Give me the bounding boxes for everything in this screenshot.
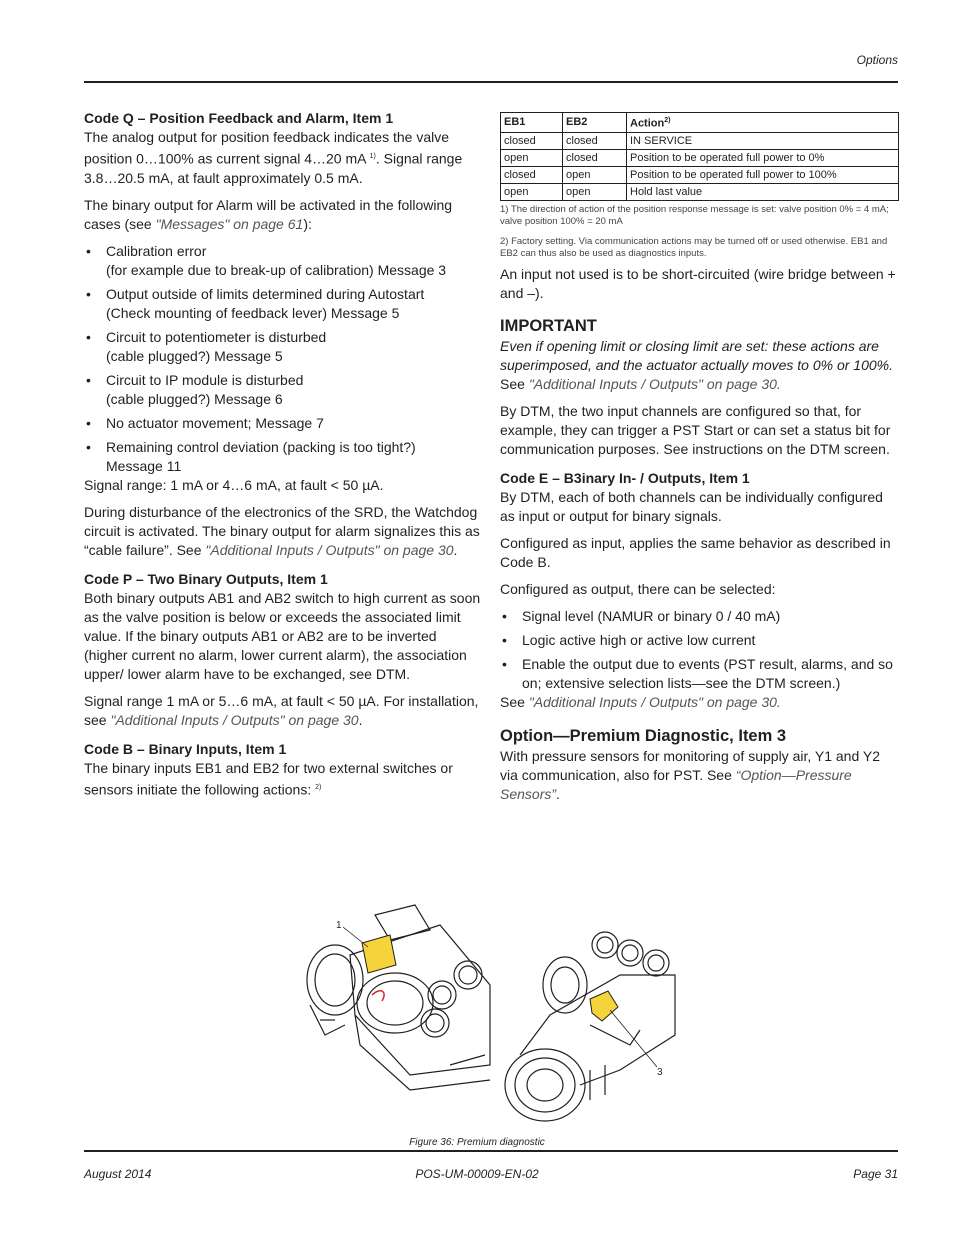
list-item: • Circuit to IP module is disturbed (cable plugged?) Message 6: [84, 371, 482, 409]
list-item: • Output outside of limits determined during Autostart (Check mounting of feedback lever) Message 5: [84, 285, 482, 323]
additional-io-link[interactable]: "Additional Inputs / Outputs" on page 30: [110, 711, 359, 728]
code-q-para2: The binary output for Alarm will be activated in the following cases (see "Messages" on page 61):: [84, 196, 453, 232]
leader-line-1: [343, 927, 368, 947]
alarm-cases-list: [84, 242, 482, 476]
pressure-sensors-link[interactable]: “Option—Pressure Sensors”: [500, 766, 852, 802]
code-p-heading: Code P – Two Binary Outputs, Item 1: [84, 570, 328, 587]
premium-diagnostic-para: With pressure sensors for monitoring of supply air, Y1 and Y2 via communication, also for PST. See “Option—Pressure Sensors”.: [500, 747, 881, 802]
right-column: [500, 112, 900, 812]
list-item: • Enable the output due to events (PST result, alarms, and so on; extensive selection lists—see the DTM screen.): [500, 655, 900, 693]
code-e-see: See "Additional Inputs / Outputs" on page 30.: [500, 693, 781, 710]
code-q-heading: Code Q – Position Feedback and Alarm, Item 1: [84, 110, 394, 126]
list-item: • No actuator movement; Message 7: [84, 414, 482, 433]
important-see: See "Additional Inputs / Outputs" on page 30.: [500, 375, 781, 392]
figure-caption: Figure 36: Premium diagnostic: [409, 1137, 545, 1148]
table-row: open open Hold last value: [501, 183, 899, 200]
column-header: EB1: [501, 113, 563, 133]
code-p-para1: Both binary outputs AB1 and AB2 switch to high current as soon as the valve position is below or exceeds the associated limit value. If the binary outputs AB1 or AB2 are to be inverted (higher current no alarm, lower current alarm), the association upper/ lower alarm have to be exchanged, see DTM.: [84, 589, 481, 682]
list-item: • Logic active high or active low current: [500, 631, 900, 650]
header-rule: [84, 81, 898, 83]
code-e-para3: Configured as output, there can be selected:: [500, 580, 776, 597]
unused-input-para: An input not used is to be short-circuited (wire bridge between + and –).: [500, 265, 896, 301]
column-header: Action$^{2)}$: [627, 113, 899, 133]
callout-3: 3: [657, 1067, 663, 1078]
binary-inputs-table: [500, 112, 899, 201]
important-text: Even if opening limit or closing limit are set: these actions are superimposed, and the actuator actually moves to 0% or 100%.: [500, 337, 893, 373]
code-p-para2: Signal range 1 mA or 5…6 mA, at fault < 50 µA. For installation, see "Additional Inputs / Outputs" on page 30.: [84, 692, 479, 728]
right-positioner: [505, 932, 675, 1121]
important-heading: IMPORTANT: [500, 316, 597, 335]
left-column: [84, 109, 482, 807]
messages-link[interactable]: "Messages" on page 61: [155, 215, 304, 232]
code-b-heading: Code B – Binary Inputs, Item 1: [84, 740, 287, 757]
code-q-para3: During disturbance of the electronics of the SRD, the Watchdog circuit is activated. The binary output for alarm signalizes this as “cable failure”. See "Additional Inputs / Outputs" on page 30.: [84, 503, 480, 558]
list-item: • Circuit to potentiometer is disturbed (cable plugged?) Message 5: [84, 328, 482, 366]
footer-date: August 2014: [84, 1167, 152, 1181]
figure-premium-diagnostic: [290, 895, 690, 1130]
table-header-row: [501, 113, 899, 133]
additional-io-link[interactable]: "Additional Inputs / Outputs" on page 30: [205, 541, 454, 558]
running-header: Options: [856, 53, 898, 67]
code-e-para2: Configured as input, applies the same behavior as described in Code B.: [500, 534, 891, 570]
list-item: • Calibration error (for example due to break-up of calibration) Message 3: [84, 242, 482, 280]
footer-page-number: Page 31: [853, 1167, 898, 1181]
code-e-heading: Code E – B3inary In- / Outputs, Item 1: [500, 469, 750, 486]
code-e-para1: By DTM, each of both channels can be individually configured as input or output for binary signals.: [500, 488, 883, 524]
code-q-para1: The analog output for position feedback indicates the valve position 0…100% as current signal 4…20 mA $^{1)}$. Signal range 3.8…20.5 mA, at fault approximately 0.5 mA.: [84, 129, 463, 186]
list-item: • Signal level (NAMUR or binary 0 / 40 mA): [500, 607, 900, 626]
highlighted-sensor-board: [590, 991, 618, 1021]
premium-diagnostic-heading: Option—Premium Diagnostic, Item 3: [500, 726, 787, 745]
output-options-list: [500, 607, 900, 693]
code-q-signal: Signal range: 1 mA or 4…6 mA, at fault < 50 µA.: [84, 476, 384, 493]
positioner-drawing: [290, 895, 690, 1130]
table-row: closed closed IN SERVICE: [501, 132, 899, 149]
left-positioner: [307, 905, 490, 1090]
table-row: open closed Position to be operated full power to 0%: [501, 149, 899, 166]
additional-io-link[interactable]: "Additional Inputs / Outputs" on page 30.: [528, 693, 781, 710]
red-cable: [372, 991, 384, 1001]
code-b-para1: The binary inputs EB1 and EB2 for two external switches or sensors initiate the following actions: $^{2)}$: [84, 759, 453, 798]
footnote-2: 2) Factory setting. Via communication actions may be turned off or used otherwise. EB1 and EB2 can thus also be used as diagnostics inputs.: [500, 235, 888, 259]
highlighted-pressure-module: [362, 935, 396, 973]
footnote-1: 1) The direction of action of the position response message is set: valve position 0% = 4 mA; valve position 100% = 20 mA: [500, 203, 889, 227]
column-header: EB2: [563, 113, 627, 133]
list-item: • Remaining control deviation (packing is too tight?) Message 11: [84, 438, 482, 476]
callout-1: 1: [336, 920, 342, 931]
footer-rule: [84, 1150, 898, 1152]
table-row: closed open Position to be operated full power to 100%: [501, 166, 899, 183]
footer-doc-number: POS-UM-00009-EN-02: [415, 1167, 539, 1181]
additional-io-link[interactable]: "Additional Inputs / Outputs" on page 30.: [528, 375, 781, 392]
dtm-para: By DTM, the two input channels are configured so that, for example, they can trigger a PST Start or can set a status bit for communication purposes. See instructions on the DTM screen.: [500, 402, 891, 457]
